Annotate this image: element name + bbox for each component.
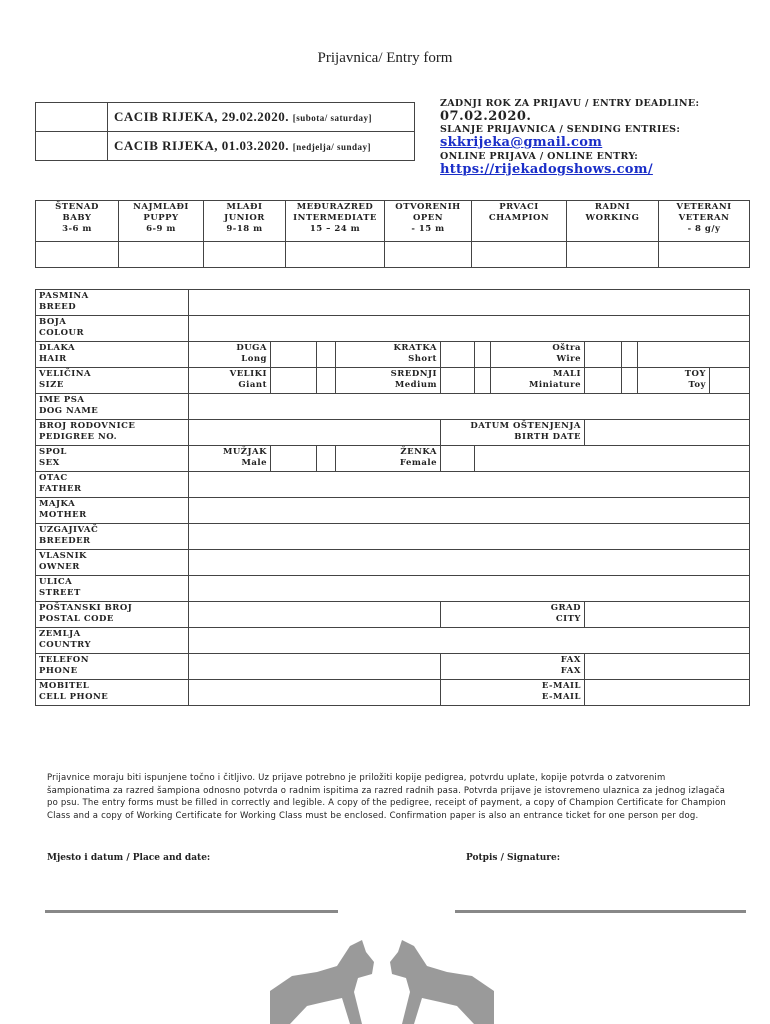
spacer	[622, 342, 638, 368]
size-medium-label: SREDNJI Medium	[336, 368, 441, 394]
class-table	[35, 200, 750, 268]
size-giant-check[interactable]	[271, 368, 317, 394]
sex-label: SPOL SEX	[36, 446, 189, 472]
city-label: GRAD CITY	[441, 602, 585, 628]
class-check-working[interactable]	[567, 242, 659, 268]
birthdate-input[interactable]	[585, 420, 750, 446]
breed-label: PASMINA BREED	[36, 290, 189, 316]
size-label: VELIČINA SIZE	[36, 368, 189, 394]
breed-input[interactable]	[189, 290, 750, 316]
breeder-input[interactable]	[189, 524, 750, 550]
class-check-veteran[interactable]	[659, 242, 750, 268]
class-check-junior[interactable]	[204, 242, 286, 268]
spacer	[317, 342, 336, 368]
hair-short-check[interactable]	[441, 342, 475, 368]
colour-label: BOJA COLOUR	[36, 316, 189, 342]
class-champion: PRVACI CHAMPION	[472, 201, 567, 242]
deadline-date: 07.02.2020.	[440, 109, 532, 124]
hair-wire-check[interactable]	[585, 342, 622, 368]
owner-label: VLASNIK OWNER	[36, 550, 189, 576]
hair-long-check[interactable]	[271, 342, 317, 368]
hair-long-label: DUGA Long	[189, 342, 271, 368]
female-label: ŽENKA Female	[336, 446, 441, 472]
country-input[interactable]	[189, 628, 750, 654]
show-label-1: CACIB RIJEKA, 29.02.2020. [subota/ saturday]	[108, 103, 415, 132]
male-check[interactable]	[271, 446, 317, 472]
male-label: MUŽJAK Male	[189, 446, 271, 472]
spacer	[638, 342, 750, 368]
class-veteran: VETERANI VETERAN - 8 g/y	[659, 201, 750, 242]
size-mini-check[interactable]	[585, 368, 622, 394]
female-check[interactable]	[441, 446, 475, 472]
birthdate-label: DATUM OŠTENJENJA BIRTH DATE	[441, 420, 585, 446]
hair-wire-label: Oštra Wire	[491, 342, 585, 368]
signature-line[interactable]	[455, 910, 746, 913]
class-intermediate: MEĐURAZRED INTERMEDIATE 15 – 24 m	[286, 201, 385, 242]
fax-label: FAX FAX	[441, 654, 585, 680]
hair-short-label: KRATKA Short	[336, 342, 441, 368]
hair-label: DLAKA HAIR	[36, 342, 189, 368]
place-date-label: Mjesto i datum / Place and date:	[47, 853, 211, 863]
spacer	[475, 342, 491, 368]
email-label: E-MAIL E-MAIL	[441, 680, 585, 706]
size-giant-label: VELIKI Giant	[189, 368, 271, 394]
country-label: ZEMLJA COUNTRY	[36, 628, 189, 654]
fax-input[interactable]	[585, 654, 750, 680]
phone-label: TELEFON PHONE	[36, 654, 189, 680]
pedigree-label: BROJ RODOVNICE PEDIGREE NO.	[36, 420, 189, 446]
signature-label: Potpis / Signature:	[466, 853, 561, 863]
dogname-label: IME PSA DOG NAME	[36, 394, 189, 420]
father-input[interactable]	[189, 472, 750, 498]
size-medium-check[interactable]	[441, 368, 475, 394]
father-label: OTAC FATHER	[36, 472, 189, 498]
show-checkbox-1[interactable]	[36, 103, 108, 132]
size-toy-label: TOY Toy	[638, 368, 710, 394]
postal-label: POŠTANSKI BROJ POSTAL CODE	[36, 602, 189, 628]
deadline-info	[440, 97, 760, 177]
size-toy-check[interactable]	[710, 368, 750, 394]
spacer	[475, 446, 750, 472]
mobile-input[interactable]	[189, 680, 441, 706]
show-label-2: CACIB RIJEKA, 01.03.2020. [nedjelja/ sunday]	[108, 132, 415, 161]
deadline-label: ZADNJI ROK ZA PRIJAVU / ENTRY DEADLINE:	[440, 98, 700, 109]
instructions-note: Prijavnice moraju biti ispunjene točno i čitljivo. Uz prijave potrebno je priložiti kopije pedigrea, potvrdu uplate, kopije potvrda o zatvorenim šampionatima za razred šampiona odnosno potvrda o radnim ispitima za razred radnih pasa. Potvrda prijave je istovremeno ulaznica za jednog izlagača po psu. The entry forms must be filled in correctly and legible. A copy of the pedigree, receipt of payment, a copy of Champion Certificate for Champion Class and a copy of Working Certificate for Working Class must be enclosed. Confirmation paper is also an entrance ticket for one person per dog.	[47, 773, 727, 821]
email-link[interactable]: skkrijeka@gmail.com	[440, 135, 603, 150]
class-check-baby[interactable]	[36, 242, 119, 268]
spacer	[475, 368, 491, 394]
street-label: ULICA STREET	[36, 576, 189, 602]
class-check-open[interactable]	[385, 242, 472, 268]
pedigree-input[interactable]	[189, 420, 441, 446]
owner-input[interactable]	[189, 550, 750, 576]
website-link[interactable]: https://rijekadogshows.com/	[440, 162, 653, 177]
class-working: RADNI WORKING	[567, 201, 659, 242]
colour-input[interactable]	[189, 316, 750, 342]
spacer	[317, 368, 336, 394]
page-title: Prijavnica/ Entry form	[317, 50, 453, 66]
sending-label: SLANJE PRIJAVNICA / SENDING ENTRIES:	[440, 124, 681, 135]
mother-label: MAJKA MOTHER	[36, 498, 189, 524]
dog-data-table	[35, 289, 750, 706]
show-table	[35, 102, 415, 161]
online-label: ONLINE PRIJAVA / ONLINE ENTRY:	[440, 151, 639, 162]
class-open: OTVORENIH OPEN - 15 m	[385, 201, 472, 242]
postal-input[interactable]	[189, 602, 441, 628]
size-mini-label: MALI Miniature	[491, 368, 585, 394]
class-check-champion[interactable]	[472, 242, 567, 268]
class-baby: ŠTENAD BABY 3-6 m	[36, 201, 119, 242]
mobile-label: MOBITEL CELL PHONE	[36, 680, 189, 706]
street-input[interactable]	[189, 576, 750, 602]
breeder-label: UZGAJIVAČ BREEDER	[36, 524, 189, 550]
scottish-terrier-logo-icon	[262, 936, 502, 1024]
class-check-intermediate[interactable]	[286, 242, 385, 268]
mother-input[interactable]	[189, 498, 750, 524]
class-check-puppy[interactable]	[119, 242, 204, 268]
phone-input[interactable]	[189, 654, 441, 680]
dogname-input[interactable]	[189, 394, 750, 420]
email-input[interactable]	[585, 680, 750, 706]
spacer	[317, 446, 336, 472]
show-checkbox-2[interactable]	[36, 132, 108, 161]
place-date-line[interactable]	[45, 910, 338, 913]
spacer	[622, 368, 638, 394]
class-puppy: NAJMLAĐI PUPPY 6-9 m	[119, 201, 204, 242]
class-junior: MLAĐI JUNIOR 9-18 m	[204, 201, 286, 242]
city-input[interactable]	[585, 602, 750, 628]
